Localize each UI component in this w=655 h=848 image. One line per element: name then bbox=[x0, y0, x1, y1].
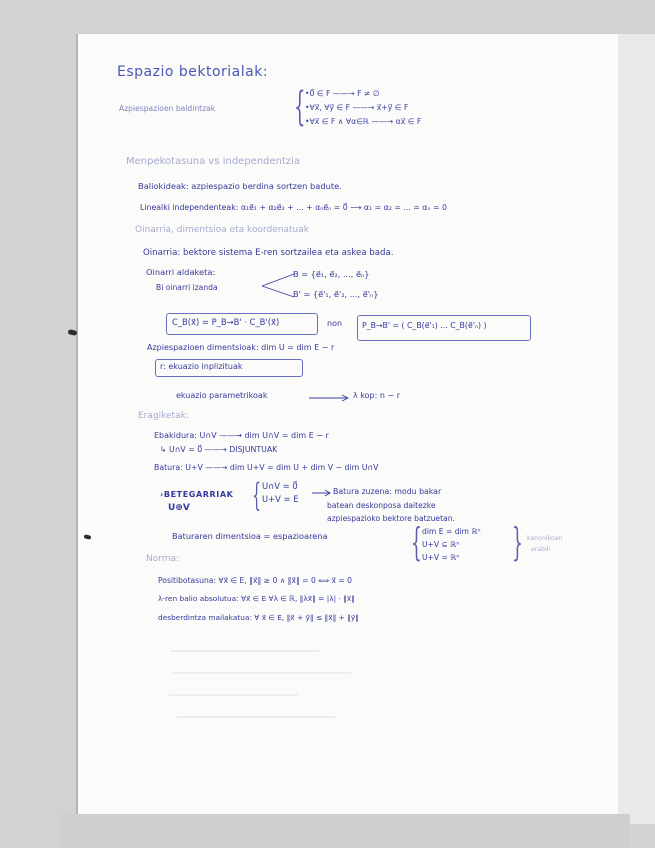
parametric-equations-label: ekuazio parametrikoak bbox=[176, 391, 268, 400]
supplementary-condition: U+V = E bbox=[262, 494, 299, 504]
page-edge bbox=[618, 34, 655, 824]
subspace-condition: •∀x⃗, ∀y⃗ ∈ F ——→ x⃗+y⃗ ∈ F bbox=[305, 103, 409, 112]
arrow-right-icon bbox=[311, 488, 333, 498]
notebook-page bbox=[78, 34, 618, 814]
change-of-basis-label: Oinarri aldaketa: bbox=[146, 267, 216, 277]
right-brace-icon: } bbox=[512, 520, 523, 564]
basis-definition: Oinarria: bektore sistema E-ren sortzailea eta askea bada. bbox=[143, 248, 394, 258]
subspace-condition: •∀x⃗ ∈ F ∧ ∀α∈ℝ ——→ αx⃗ ∈ F bbox=[305, 117, 422, 126]
basis-b-prime: B' = {e⃗'₁, e⃗'₂, ..., e⃗'ₙ} bbox=[293, 289, 379, 299]
basis-b: B = {e⃗₁, e⃗₂, ..., e⃗ₙ} bbox=[293, 269, 370, 279]
equivalent-definition: Baliokideak: azpiespazio berdina sortzen badute. bbox=[138, 181, 342, 191]
norm-triangle-inequality: desberdintza mailakatua: ∀ x⃗ ∈ E, ‖x⃗ + y⃗‖ ≤ ‖x⃗‖ + ‖y⃗‖ bbox=[158, 613, 359, 622]
sum-dimension-label: Baturaren dimentsioa = espazioarena bbox=[172, 531, 328, 541]
supplementary-label: ›BETEGARRIAK bbox=[160, 490, 234, 499]
subspace-conditions-label: Azpiespazioen baldintzak bbox=[119, 104, 216, 113]
section-heading-dependence: Menpekotasuna vs independentzia bbox=[126, 156, 301, 167]
left-brace-icon: { bbox=[252, 476, 262, 514]
left-brace-icon: { bbox=[411, 520, 422, 564]
linear-independence-definition: Linealki independenteak: α₁e⃗₁ + α₂e⃗₂ + ... + αₙe⃗ₙ = 0⃗ ⟶ α₁ = α₂ = ... = αₙ = 0 bbox=[140, 203, 447, 212]
bleed-through-mark bbox=[176, 716, 336, 718]
bleed-through-mark bbox=[168, 694, 298, 696]
supplementary-condition: U∩V = 0⃗ bbox=[262, 481, 298, 491]
intersection-rule: Ebakidura: U∩V ——→ dim U∩V = dim E − r bbox=[154, 431, 329, 440]
side-note: kanonikoan bbox=[527, 535, 563, 542]
transition-matrix-formula: P_B→B' = ( C_B(e⃗'₁) ... C_B(e⃗'ₙ) ) bbox=[362, 321, 487, 330]
direct-sum-note: azpiespazioko bektore batzuetan. bbox=[327, 514, 455, 523]
bleed-through-mark bbox=[170, 650, 320, 652]
parameter-count: λ kop: n − r bbox=[353, 391, 400, 400]
norm-positivity: Positibotasuna: ∀x⃗ ∈ E, ‖x⃗‖ ≥ 0 ∧ ‖x⃗‖ = 0 ⟺ x⃗ = 0 bbox=[158, 576, 353, 585]
left-brace-icon: { bbox=[294, 84, 306, 130]
page-title: Espazio bektorialak: bbox=[117, 64, 269, 80]
bleed-through-mark bbox=[172, 672, 352, 674]
where-label: non bbox=[327, 319, 343, 328]
direct-sum-symbol: U⊕V bbox=[168, 503, 190, 513]
page-shadow bbox=[60, 814, 630, 848]
two-bases-label: Bi oinarri izanda bbox=[156, 283, 218, 292]
subspace-dimension: Azpiespazioen dimentsioak: dim U = dim E − r bbox=[147, 343, 335, 352]
section-heading-norm: Norma: bbox=[146, 554, 180, 564]
sum-dimension-condition: U+V = ℝⁿ bbox=[422, 553, 460, 562]
sum-dimension-condition: U+V ⊆ ℝⁿ bbox=[422, 540, 460, 549]
sum-dimension-condition: dim E = dim ℝⁿ bbox=[422, 527, 481, 536]
section-heading-bases: Oinarria, dimentsioa eta koordenatuak bbox=[135, 225, 309, 235]
section-heading-operations: Eragiketak: bbox=[138, 411, 189, 421]
direct-sum-note: Batura zuzena: modu bakar bbox=[333, 487, 442, 496]
implicit-equations-label: r: ekuazio inplizituak bbox=[160, 362, 243, 371]
sum-rule: Batura: U+V ——→ dim U+V = dim U + dim V − dim U∩V bbox=[154, 463, 379, 472]
change-of-basis-formula: C_B(x⃗) = P_B→B' · C_B'(x⃗) bbox=[172, 317, 280, 327]
subspace-condition: •0⃗ ∈ F ——→ F ≠ ∅ bbox=[305, 89, 380, 98]
punch-hole-mark bbox=[68, 329, 78, 336]
direct-sum-note: batean deskonposa daitezke bbox=[327, 501, 436, 510]
norm-homogeneity: λ-ren balio absolutua: ∀x⃗ ∈ E ∀λ ∈ ℝ, ‖λx⃗‖ = |λ| · ‖x⃗‖ bbox=[158, 594, 355, 603]
arrow-right-icon bbox=[308, 393, 353, 403]
side-note: erabili bbox=[531, 546, 551, 553]
disjoint-rule: ↳ U∩V = 0⃗ ——→ DISJUNTUAK bbox=[160, 445, 278, 454]
